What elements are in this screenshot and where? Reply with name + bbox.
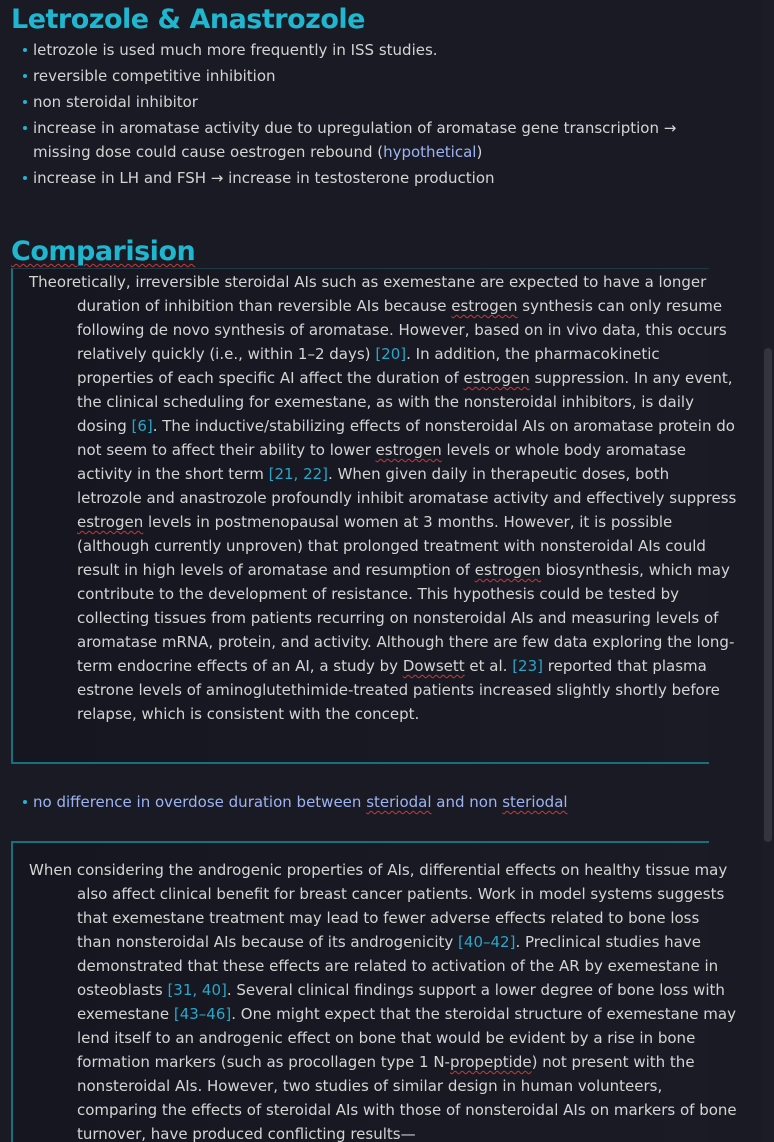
list-item-text: ) <box>476 143 483 161</box>
blockquote-ai-duration <box>11 268 737 764</box>
quote-text: . In addition, the pharmacokinetic properties of each specific AI affect the duration of <box>77 345 660 387</box>
quote-text: levels or whole body aromatase activity in the short term <box>77 441 686 483</box>
quote-text: . When given daily in therapeutic doses, both letrozole and anastrozole profoundly inhibit aromatase activity and effectively suppress <box>77 465 737 507</box>
heading-comparision-text: Comparision <box>11 236 196 267</box>
reference-link[interactable]: [43–46] <box>173 1005 232 1023</box>
list-item-text: increase in aromatase activity due to upregulation of aromatase gene transcription → missing dose could cause oestrogen rebound ( <box>33 119 677 161</box>
vertical-scrollbar[interactable] <box>762 0 774 1142</box>
quote-paragraph <box>29 270 737 726</box>
list-item-text: no difference in overdose duration between <box>33 793 367 811</box>
quote-text: ) not present with the nonsteroidal AIs. However, two studies of similar design in human volunteers, comparing the effects of steroidal AIs with those of nonsteroidal AIs on markers of bone turnover, have produced conflicting results— <box>77 1053 737 1142</box>
quote-text: levels in postmenopausal women at 3 months. However, it is possible (although currently unproven) that prolonged treatment with nonsteroidal AIs could result in high levels of aromatase and resumption of <box>77 513 706 579</box>
list-item: letrozole is used much more frequently in ISS studies. <box>22 38 712 62</box>
scrollbar-thumb[interactable] <box>764 348 772 842</box>
quote-text: suppression. In any event, the clinical scheduling for exemestane, as with the nonsteroidal inhibitors, is daily dosing <box>77 369 733 435</box>
quote-text: biosynthesis, which may contribute to the development of resistance. This hypothesis could be tested by collecting tissues from patients recurring on nonsteroidal AIs and measuring levels of aromatase mRNA, protein, and activity. Although there are few data exploring the long-term endocrine effects of an AI, a study by <box>77 561 735 675</box>
quote-text: estrogen <box>474 561 541 579</box>
reference-link[interactable]: [23] <box>512 657 543 675</box>
reference-link[interactable]: [20] <box>375 345 407 363</box>
quote-text: estrogen <box>451 297 518 315</box>
quote-text: . The inductive/stabilizing effects of nonsteroidal AIs on aromatase protein do not seem to affect their ability to lower <box>77 417 735 459</box>
list-item: reversible competitive inhibition <box>22 64 712 88</box>
list-item <box>22 116 712 164</box>
quote-text: . Preclinical studies have demonstrated that these effects are related to activation of the AR by exemestane in osteoblasts <box>77 933 719 999</box>
quote-text: . One might expect that the steroidal structure of exemestane may lend itself to an androgenic effect on bone that would be evident by a rise in bone formation markers (such as procollagen type 1 N- <box>77 1005 736 1071</box>
list-item <box>22 790 568 814</box>
heading-letrozole-anastrozole: Letrozole & Anastrozole <box>11 4 365 35</box>
reference-link[interactable]: [21, 22] <box>268 465 329 483</box>
quote-text: reported that plasma estrone levels of aminoglutethimide-treated patients increased slightly shortly before relapse, which is consistent with the concept. <box>77 657 720 723</box>
list-item: non steroidal inhibitor <box>22 90 712 114</box>
list-item: increase in LH and FSH → increase in testosterone production <box>22 166 712 190</box>
quote-paragraph <box>29 858 737 1142</box>
quote-text: When considering the androgenic properties of AIs, differential effects on healthy tissue may also affect clinical benefit for breast cancer patients. Work in model systems suggests that exemestane treatment may lead to fewer adverse effects related to bone loss than nonsteroidal AIs because of its androgenicity <box>29 861 728 951</box>
bullet-list <box>22 38 712 192</box>
quote-text: estrogen <box>463 369 530 387</box>
hypothetical-link[interactable]: hypothetical <box>383 143 477 161</box>
quote-text: synthesis can only resume following de novo synthesis of aromatase. However, based on in vivo data, this occurs relatively quickly (i.e., within 1–2 days) <box>77 297 727 363</box>
quote-text: Dowsett <box>402 657 465 675</box>
list-item-text: steriodal <box>502 793 568 811</box>
list-item-text: steriodal <box>366 793 432 811</box>
blockquote-androgenic <box>11 841 737 1142</box>
quote-text: estrogen <box>77 513 144 531</box>
reference-link[interactable]: [6] <box>131 417 153 435</box>
quote-text: et al. <box>464 657 513 675</box>
reference-link[interactable]: [40–42] <box>458 933 516 951</box>
reference-link[interactable]: [31, 40] <box>167 981 227 999</box>
quote-text: . Several clinical findings support a lower degree of bone loss with exemestane <box>77 981 725 1023</box>
quote-text: estrogen <box>375 441 442 459</box>
quote-text: propeptide <box>449 1053 532 1071</box>
heading-comparision <box>11 236 195 267</box>
quote-text: Theoretically, irreversible steroidal AIs such as exemestane are expected to have a longer duration of inhibition than reversible AIs because <box>29 273 707 315</box>
list-item-text: and non <box>431 793 503 811</box>
